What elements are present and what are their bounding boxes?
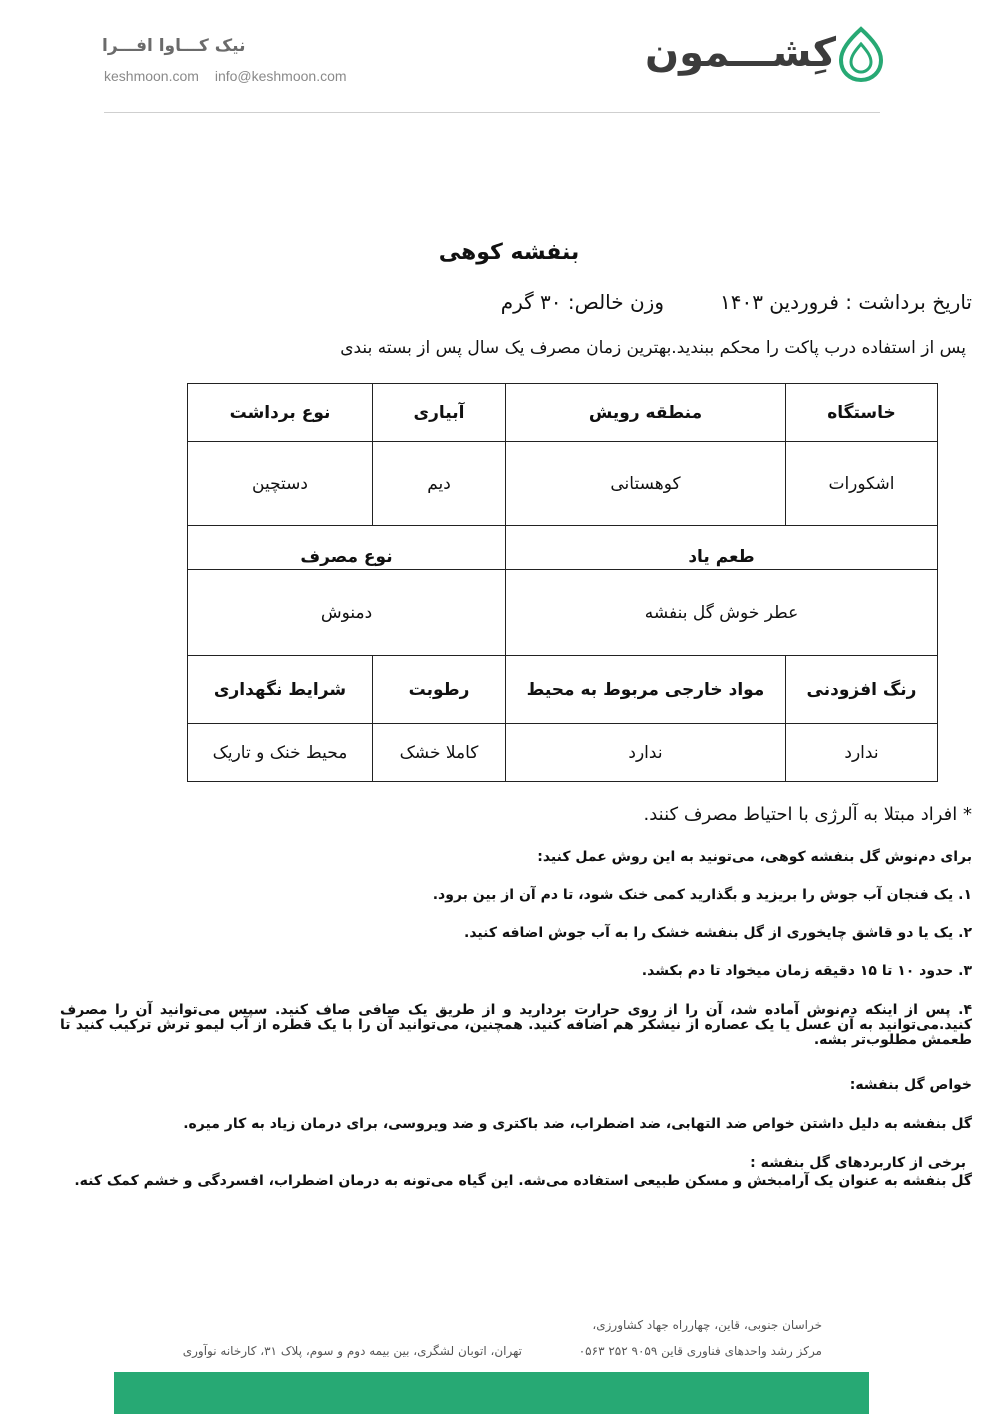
header-flavor: طعم یاد (506, 526, 938, 570)
uses-text: گل بنفشه به عنوان یک آرامبخش و مسکن طبیعی استفاده می‌شه. این گیاه می‌تونه به درمان اضطراب، افسردگی و خشم کمک کنه. (74, 1173, 972, 1189)
header-storage: شرایط نگهداری (188, 656, 373, 724)
value-harvest-type: دستچین (188, 442, 373, 526)
table-row (188, 724, 938, 782)
product-meta (501, 290, 972, 314)
properties-heading: خواص گل بنفشه: (849, 1077, 972, 1093)
net-weight: وزن خالص: ۳۰ گرم (500, 290, 664, 314)
step-1: ۱. یک فنجان آب جوش را بریزید و بگذارید کمی خنک شود، تا دم آن از بین برود. (432, 887, 972, 903)
company-name: نیک کـــاوا افـــرا (102, 36, 246, 56)
header-divider (104, 112, 880, 113)
spec-table (187, 383, 938, 782)
value-humidity: کاملا خشک (373, 724, 506, 782)
address-line-1: خراسان جنوبی، قاین، چهارراه جهاد کشاورزی، (592, 1318, 822, 1332)
value-additive-color: ندارد (786, 724, 938, 782)
address-line-2: مرکز رشد واحدهای فناوری قاین ۹۰۵۹ ۲۵۲ ۰۵۶۳ (578, 1344, 822, 1358)
uses-heading: برخی از کاربردهای گل بنفشه : (750, 1155, 966, 1171)
website-text: keshmoon.com (104, 68, 199, 84)
table-row (188, 526, 938, 570)
table-row (188, 656, 938, 724)
header-irrigation: آبیاری (373, 384, 506, 442)
step-3: ۳. حدود ۱۰ تا ۱۵ دقیقه زمان میخواد تا دم بکشد. (641, 963, 972, 979)
footer-bar (114, 1372, 869, 1414)
header-origin: خاستگاه (786, 384, 938, 442)
value-usage: دمنوش (188, 570, 506, 656)
harvest-date: تاریخ برداشت : فروردین ۱۴۰۳ (719, 290, 972, 314)
header-region: منطقه رویش (506, 384, 786, 442)
value-region: کوهستانی (506, 442, 786, 526)
value-flavor: عطر خوش گل بنفشه (506, 570, 938, 656)
step-4: ۴. پس از اینکه دم‌نوش آماده شد، آن را از روی حرارت بردارید و از طریق یک صافی صاف کنید. سپس می‌توانید آن را مصرف کنید.می‌توانید به آن عسل یا یک عصاره از نیشکر هم اضافه کنید. همچنین، می‌توانید آن را با یک قطره از آب لیمو ترش ترکیب کنید تا طعمش مطلوب‌تر بشه. (60, 1002, 972, 1048)
contact-info (104, 68, 359, 84)
address-line-3: تهران، اتوبان لشگری، بین بیمه دوم و سوم، پلاک ۳۱، کارخانه نوآوری (182, 1344, 522, 1358)
storage-note: پس از استفاده درب پاکت را محکم ببندید.بهترین زمان مصرف یک سال پس از بسته بندی (340, 338, 966, 358)
header-additive-color: رنگ افزودنی (786, 656, 938, 724)
table-row (188, 384, 938, 442)
header-humidity: رطوبت (373, 656, 506, 724)
value-storage: محیط خنک و تاریک (188, 724, 373, 782)
value-foreign-matter: ندارد (506, 724, 786, 782)
value-irrigation: دیم (373, 442, 506, 526)
table-row (188, 442, 938, 526)
header-harvest-type: نوع برداشت (188, 384, 373, 442)
header-usage: نوع مصرف (188, 526, 506, 570)
step-2: ۲. یک یا دو قاشق چایخوری از گل بنفشه خشک را به آب جوش اضافه کنید. (464, 925, 972, 941)
properties-text: گل بنفشه به دلیل داشتن خواص ضد التهابی، ضد اضطراب، ضد باکتری و ضد ویروسی، برای درمان زیاد به کار میره. (183, 1116, 972, 1132)
email-text: info@keshmoon.com (214, 68, 347, 84)
drop-logo-icon (836, 26, 886, 82)
table-row (188, 570, 938, 656)
method-intro: برای دم‌نوش گل بنفشه کوهی، می‌تونید به این روش عمل کنید: (537, 849, 972, 865)
allergy-warning: * افراد مبتلا به آلرژی با احتیاط مصرف کنند. (643, 804, 972, 825)
header-foreign-matter: مواد خارجی مربوط به محیط (506, 656, 786, 724)
product-title: بنفشه کوهی (438, 240, 580, 265)
value-origin: اشکورات (786, 442, 938, 526)
logo-wordmark: کِشـــمون (644, 30, 836, 76)
